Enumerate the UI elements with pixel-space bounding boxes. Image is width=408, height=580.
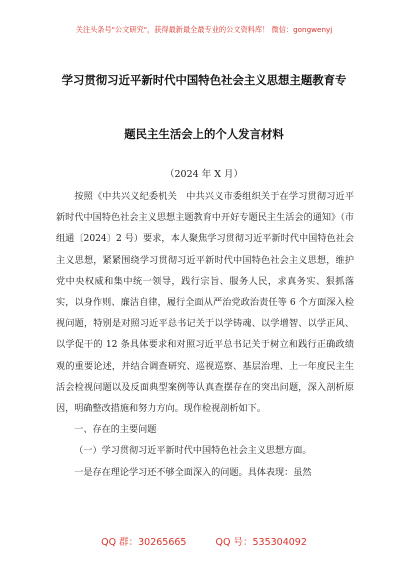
intro-paragraph: 按照《中共兴义纪委机关 中共兴义市委组织关于在学习贯彻习近平新时代中国特色社会主义思想主题教育中开好专题民主生活会的通知》（市组通〔2024〕2 号）要求，本人聚焦学习贯彻习近平新时代中国特色社会主义思想，紧紧围绕学习贯彻习近平新时代中国特色社会主义思想，维护党中央权威和集中统一领导，践行宗旨、服务人民，求真务实、狠抓落实，以身作则、廉洁自律，履行全面从严治党政治责任等 6 个方面深入检视问题，特别是对照习近平总书记关于以学铸魂、以学增智、以学正风、以学促干的 12 条具体要求和对照习近平总书记关于树立和践行正确政绩观的重要论述，并结合调查研究、巡视巡察、基层治理、上一年度民主生活会检视问题以及反面典型案例等认真查摆存在的突出问题，深入剖析原因，明确整改措施和努力方向。现作检视剖析如下。 [56,192,354,415]
qq-group-text: QQ 群：30265665 [101,537,187,548]
document-title-line-1: 学习贯彻习近平新时代中国特色社会主义思想主题教育专 [61,73,347,87]
document-date: （2024 年 X 月） [165,169,243,180]
document-body [56,187,354,484]
section-heading: 一、存在的主要问题 [74,425,157,436]
subsection-heading: （一）学习贯彻习近平新时代中国特色社会主义思想方面。 [74,446,312,457]
body-paragraph: 一是存在理论学习还不够全面深入的问题。具体表现：虽然 [74,467,312,478]
qq-number-text: QQ 号：535304092 [215,537,307,548]
header-promo-banner: 关注头条号"公文研究"，获得最新最全最专业的公文资料库！ 微信：gongwenyj [75,25,333,34]
footer-contact [0,534,408,548]
document-title-line-2: 题民主生活会上的个人发言材料 [124,127,284,141]
